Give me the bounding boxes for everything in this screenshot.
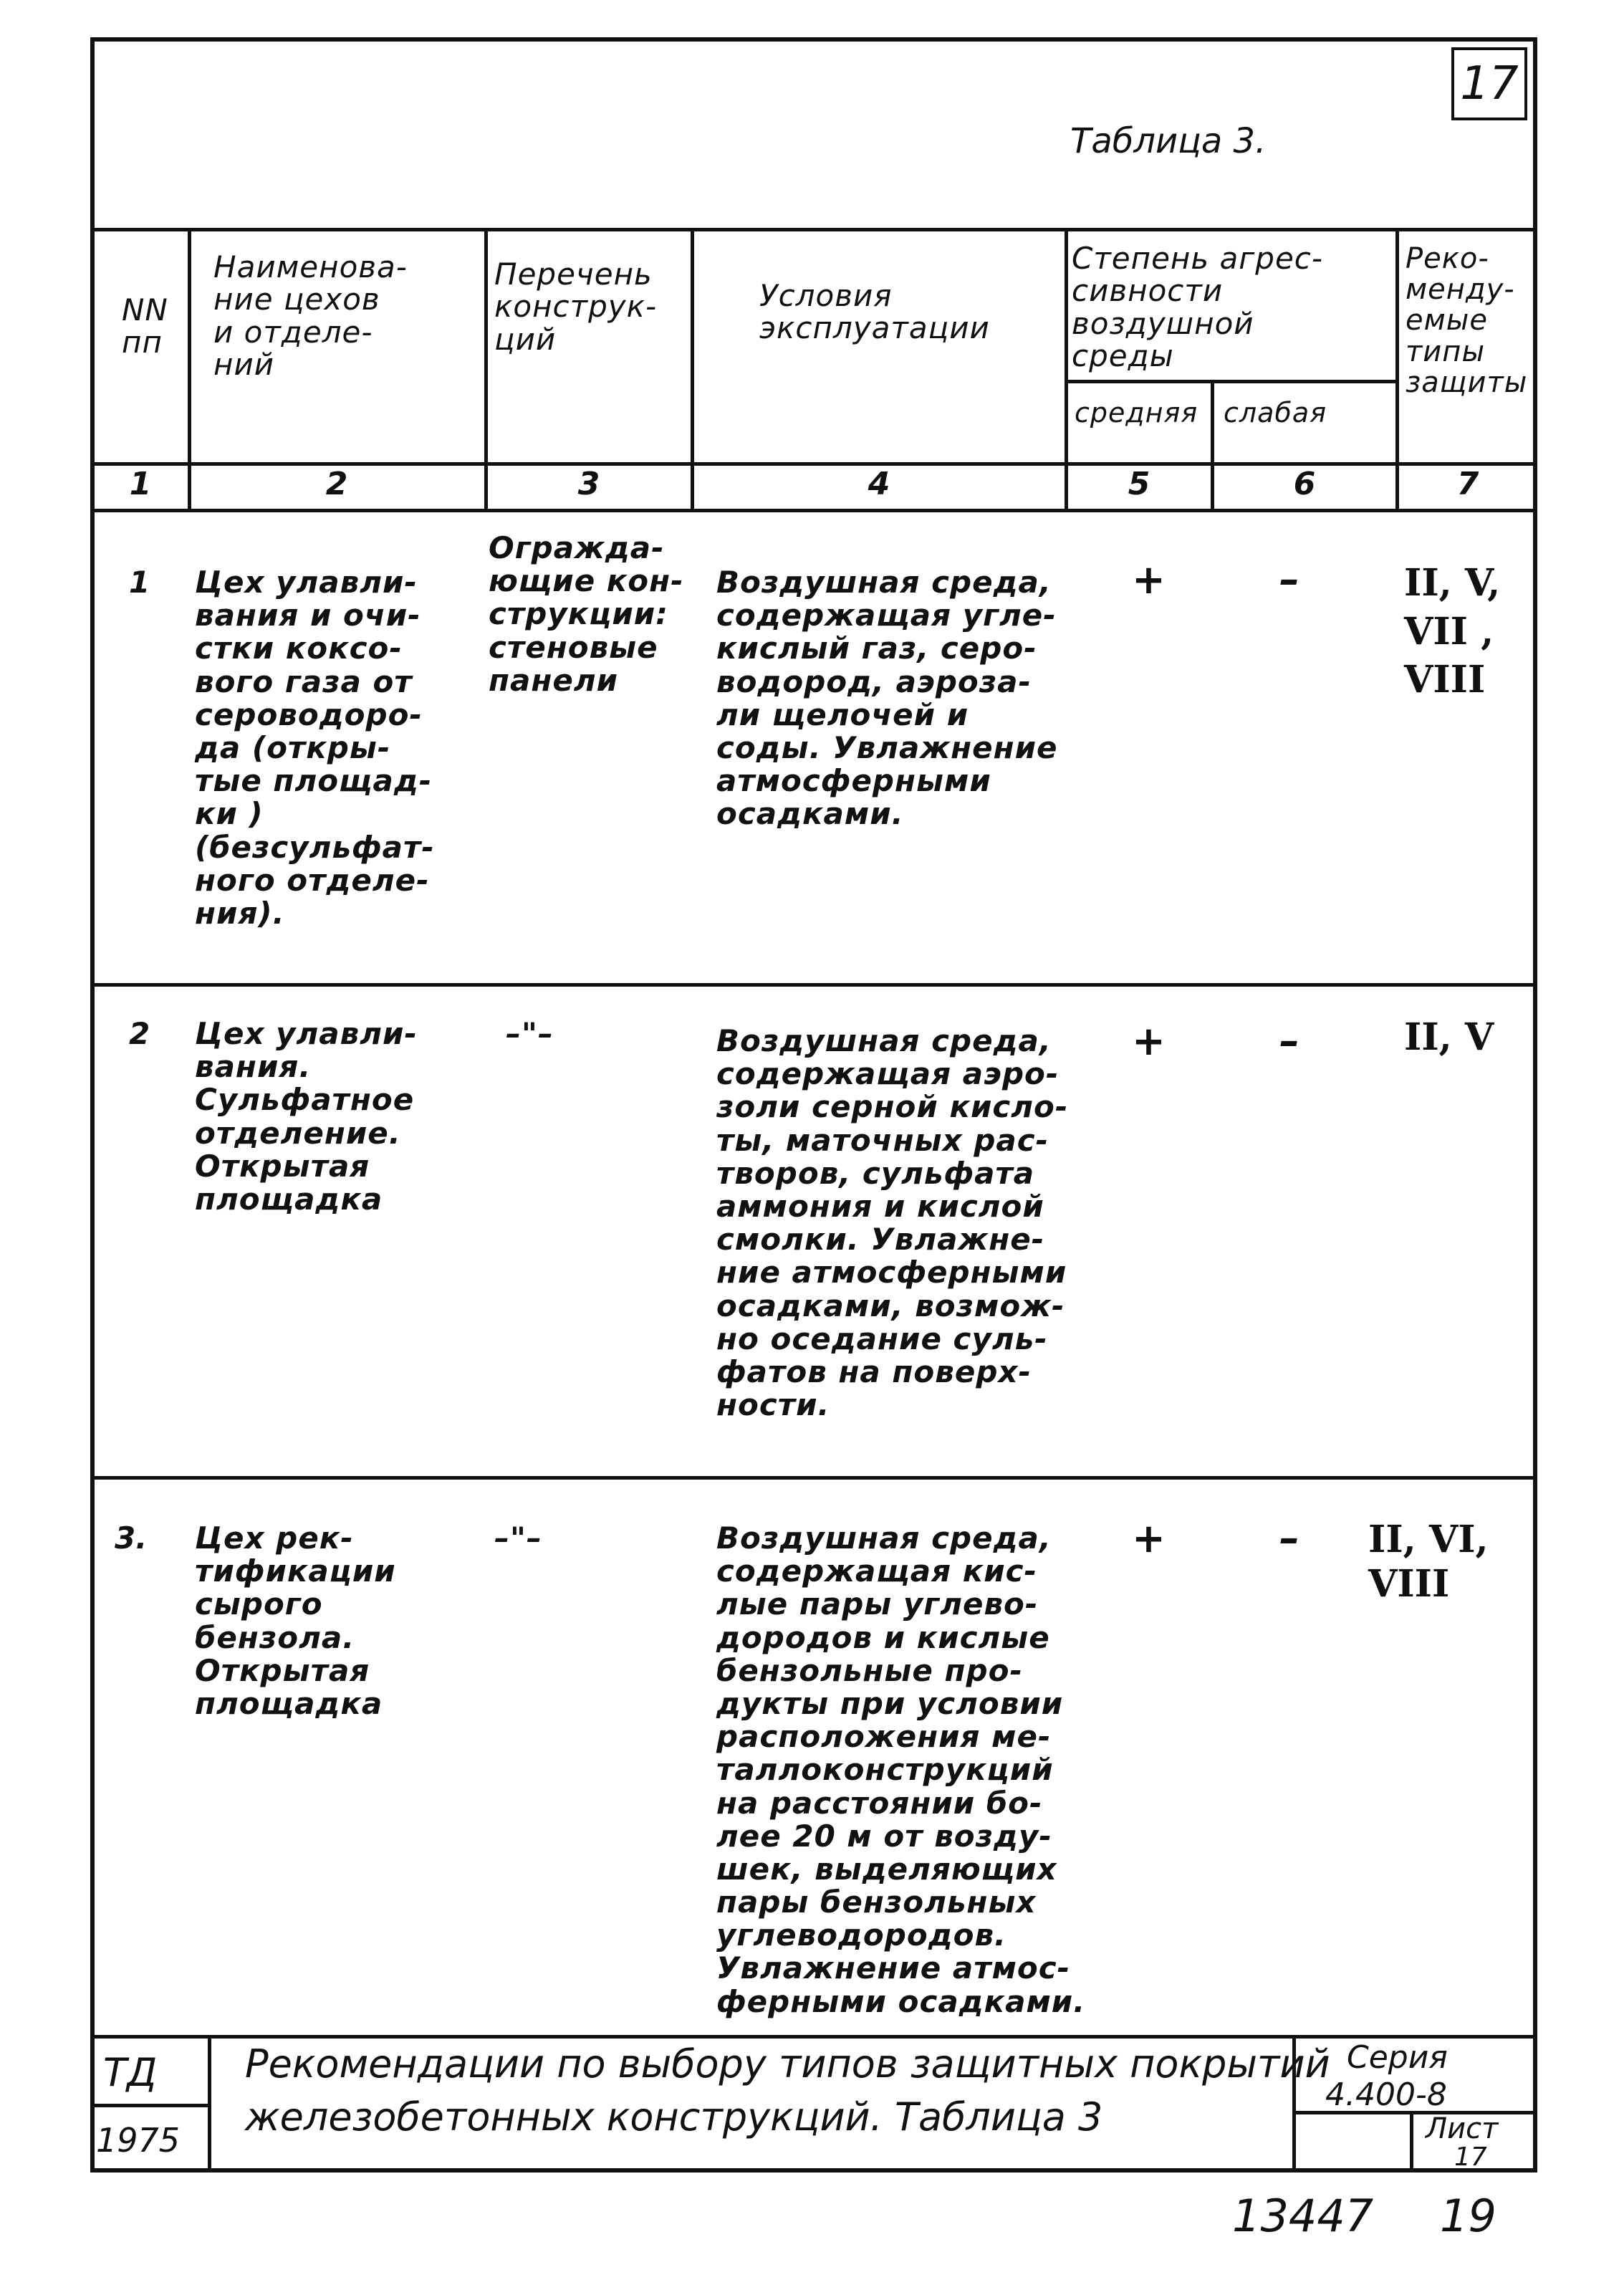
col6-divider — [1395, 228, 1399, 509]
row1-bottom-line — [90, 983, 1537, 987]
stamp-series-label: Серия — [1347, 2039, 1448, 2076]
colnum-6: 6 — [1293, 466, 1316, 502]
row3-conditions: Воздушная среда, содержащая кис- лые пары углево- дородов и кислые бензольные про- дукты при условии расположения ме- таллоконструкций на расстоянии бо- лее 20 м от возду- шек, выделяющих пары бензольных углеводородов. Увлажнение атмос- ферными осадками. — [716, 1520, 1086, 2019]
row1-number: 1 — [129, 565, 150, 600]
row1-conditions: Воздушная среда, содержащая угле- кислый газ, серо- водород, аэроза- ли щелочей и соды. Увлажнение атмосферными осадками. — [716, 565, 1058, 832]
row2-number: 2 — [129, 1016, 150, 1051]
row1-structures: Ограждa- ющие кон- струкции: стеновые панели — [489, 530, 684, 698]
header-conditions: Условия эксплуатации — [759, 278, 990, 346]
colnum-2: 2 — [325, 466, 348, 502]
stamp-sheet-divider — [1410, 2111, 1413, 2173]
header-medium: средняя — [1075, 397, 1198, 428]
header-aggressiveness: Степень агрес- сивности воздушной среды — [1072, 241, 1324, 374]
table-caption: Таблица 3. — [1070, 121, 1267, 161]
stamp-left-divider — [208, 2035, 211, 2173]
stamp-year: 1975 — [96, 2121, 181, 2160]
col4-divider — [1065, 228, 1068, 509]
table-bottom-line — [90, 2035, 1537, 2039]
subheader-line — [1067, 380, 1397, 383]
row1-medium: + — [1132, 557, 1166, 603]
row2-conditions: Воздушная среда, содержащая аэро- золи серной кисло- ты, маточных рас- творов, сульфата аммония и кислой смолки. Увлажне- ние атмосферными осадками, возмож- но оседание суль- фатов на поверх- ности. — [716, 1023, 1069, 1423]
row1-weak: – — [1279, 557, 1299, 603]
col5-divider — [1211, 380, 1214, 509]
stamp-sheet-label: Лист — [1426, 2112, 1499, 2145]
row2-structures: –"– — [506, 1016, 554, 1051]
header-num: NN пп — [122, 292, 168, 360]
header-weak: слабая — [1224, 397, 1327, 428]
stamp-description-line1: Рекомендации по выбору типов защитных покрытий — [245, 2041, 1330, 2087]
header-structures: Перечень конструк- ций — [494, 257, 658, 357]
page-number: 17 — [1460, 57, 1519, 110]
colnum-1: 1 — [129, 466, 152, 502]
row3-medium: + — [1132, 1515, 1166, 1562]
stamp-series-value: 4.400-8 — [1325, 2076, 1447, 2113]
header-top-line — [90, 228, 1537, 231]
col1-divider — [188, 228, 191, 509]
colnum-7: 7 — [1456, 466, 1479, 502]
stamp-left-mid-line — [90, 2104, 208, 2107]
col3-divider — [691, 228, 694, 509]
row3-weak: – — [1279, 1515, 1299, 1562]
row3-structures: –"– — [494, 1520, 542, 1556]
page-number-box — [1451, 47, 1527, 120]
row2-medium: + — [1132, 1018, 1166, 1065]
stamp-description-line2: железобетонных конструкций. Таблица 3 — [245, 2094, 1103, 2140]
row1-protection: II, V, VII , VIII — [1404, 561, 1501, 702]
row2-weak: – — [1279, 1018, 1299, 1065]
colnum-5: 5 — [1128, 466, 1150, 502]
row2-shop: Цех улавли- вания. Сульфатное отделение. Открытая площадка — [195, 1016, 418, 1217]
page-sequence-number: 19 — [1440, 2190, 1496, 2242]
row1-shop: Цех улавли- вания и очи- стки коксо- вого газа от сероводоро- да (откры- тые площад- ки ) (безсульфат- ного отделе- ния). — [195, 565, 435, 931]
header-bottom-line — [90, 462, 1537, 466]
colnum-4: 4 — [868, 466, 890, 502]
header-protection: Реко- менду- емые типы защиты — [1406, 242, 1528, 399]
row3-number: 3. — [115, 1520, 148, 1556]
colnum-3: 3 — [577, 466, 600, 502]
row3-protection: II, VI, VIII — [1368, 1518, 1489, 1606]
stamp-sheet-value: 17 — [1454, 2142, 1487, 2172]
header-shop: Наименова- ние цехов и отделе- ний — [213, 249, 408, 383]
row3-shop: Цех рек- тификации сырого бензола. Открытая площадка — [195, 1520, 396, 1721]
col2-divider — [484, 228, 488, 509]
colnum-bottom-line — [90, 509, 1537, 512]
row2-protection: II, V — [1404, 1015, 1494, 1059]
inventory-number: 13447 — [1232, 2190, 1374, 2242]
stamp-org: ТД — [103, 2050, 158, 2095]
row2-bottom-line — [90, 1476, 1537, 1480]
